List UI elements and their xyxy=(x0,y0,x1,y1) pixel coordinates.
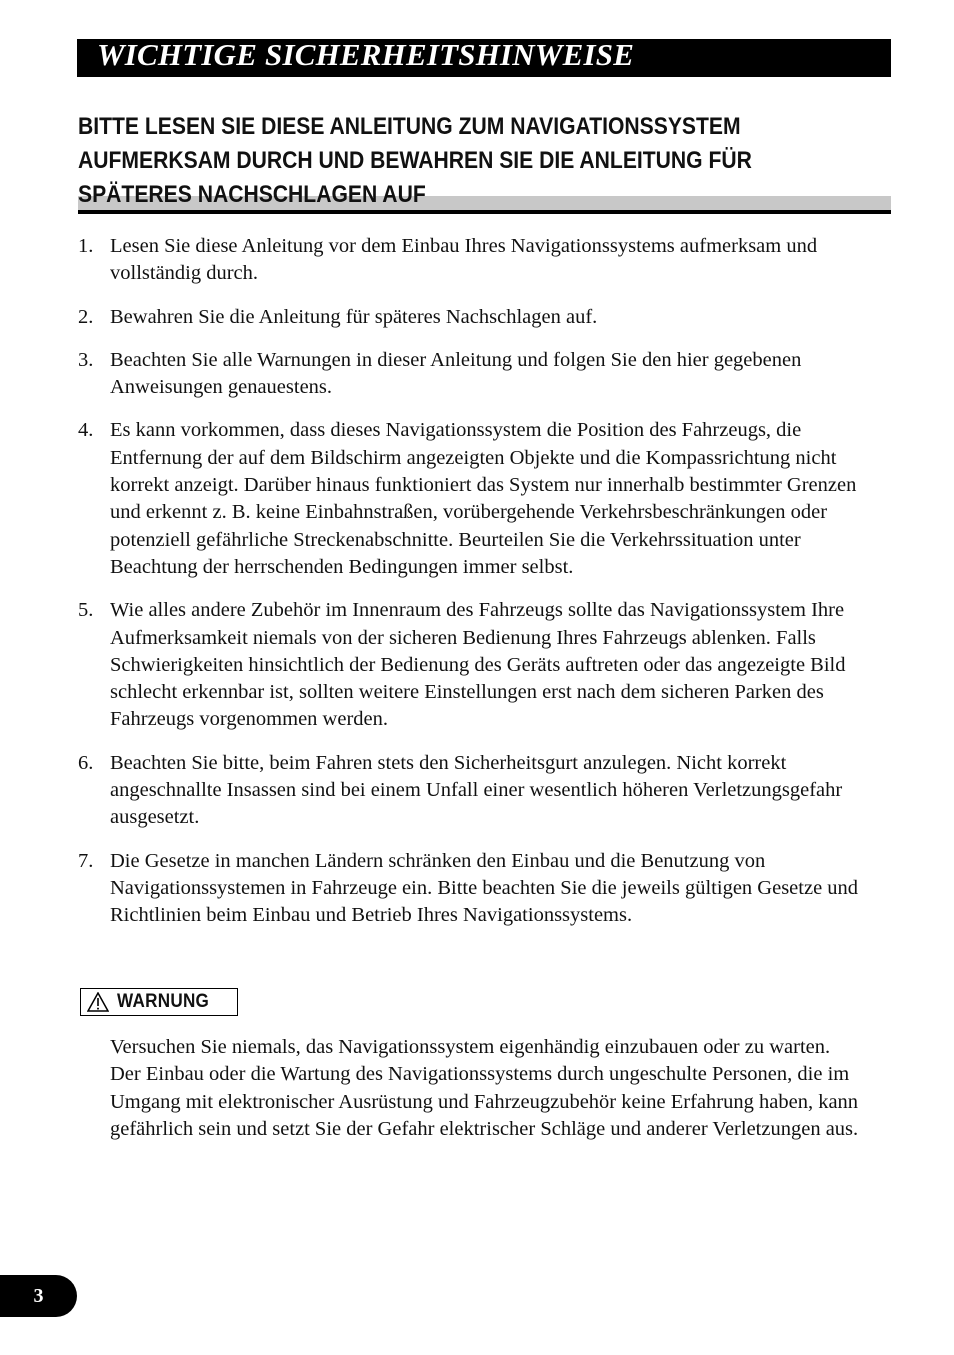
section-title: WICHTIGE SICHERHEITSHINWEISE xyxy=(97,37,635,72)
item-text: Beachten Sie bitte, beim Fahren stets den Sicherheitsgurt anzulegen. Nicht korrekt angeschnallte Insassen sind bei einem Unfall einer wesentlich höheren Verletzungsgefahr ausgesetzt. xyxy=(110,751,843,829)
item-number: 4. xyxy=(78,419,94,442)
page-number: 3 xyxy=(33,1284,44,1307)
warning-text xyxy=(110,1034,885,1143)
list-item xyxy=(78,848,878,930)
item-number: 6. xyxy=(78,751,94,774)
section-title-bar xyxy=(77,39,891,77)
item-number: 3. xyxy=(78,348,94,371)
warning-paragraph-1: Versuchen Sie niemals, das Navigationssystem eigenhändig einzubauen oder zu warten. xyxy=(110,1036,831,1058)
item-text: Bewahren Sie die Anleitung für späteres Nachschlagen auf. xyxy=(110,305,598,328)
subheading xyxy=(78,110,891,212)
list-item xyxy=(78,304,878,331)
item-text: Es kann vorkommen, dass dieses Navigationssystem die Position des Fahrzeugs, die Entfernung der auf dem Bildschirm angezeigten Objekte und die Kompassrichtung nicht korrekt anzeigt. Darüber hinaus funktioniert das System nur innerhalb bestimmter Grenzen und erkennt z. B. keine Einbahnstraßen, vorübergehende Verkehrsbeschränkungen oder potenziell gefährliche Streckenabschnitte. Beurteilen Sie die Verkehrssituation unter Beachtung der herrschenden Bedingungen immer selbst. xyxy=(110,419,857,578)
list-item xyxy=(78,233,878,288)
page-number-tab xyxy=(0,1275,77,1317)
instruction-list xyxy=(78,233,878,946)
warning-paragraph-2: Der Einbau oder die Wartung des Navigationssystems durch ungeschulte Personen, die im Umgang mit elektronischer Ausrüstung und Fahrzeugzubehör keine Erfahrung haben, kann gefährlich sein und setzt Sie der Gefahr elektrischer Schläge und anderer Verletzungen aus. xyxy=(110,1063,859,1140)
item-number: 5. xyxy=(78,599,94,622)
list-item xyxy=(78,750,878,832)
item-number: 7. xyxy=(78,849,94,872)
item-text: Die Gesetze in manchen Ländern schränken den Einbau und die Benutzung von Navigationssystemen in Fahrzeuge ein. Bitte beachten Sie die jeweils gültigen Gesetze und Richtlinien beim Einbau und Betrieb Ihres Navigationssystems. xyxy=(110,849,859,927)
item-number: 1. xyxy=(78,235,94,257)
subheading-line-1: BITTE LESEN SIE DIESE ANLEITUNG ZUM NAVIGATIONSSYSTEM xyxy=(78,113,741,140)
item-number: 2. xyxy=(78,305,94,328)
subheading-line-2: AUFMERKSAM DURCH UND BEWAHREN SIE DIE ANLEITUNG FÜR xyxy=(78,147,752,174)
list-item xyxy=(78,417,878,581)
list-item xyxy=(78,597,878,733)
warning-triangle-icon xyxy=(87,992,109,1012)
item-text: Wie alles andere Zubehör im Innenraum des Fahrzeugs sollte das Navigationssystem Ihre Aufmerksamkeit niemals von der sicheren Bedienung Ihres Fahrzeugs ablenken. Falls Schwierigkeiten hinsichtlich der Bedienung des Geräts auftreten oder das angezeigte Bild schlecht erkennbar ist, sollten weitere Einstellungen erst nach dem sicheren Parken des Fahrzeugs vorgenommen werden. xyxy=(110,599,846,731)
item-text: Lesen Sie diese Anleitung vor dem Einbau Ihres Navigationssystems aufmerksam und vollständig durch. xyxy=(110,235,818,285)
warning-label: WARNUNG xyxy=(117,991,210,1012)
item-text: Beachten Sie alle Warnungen in dieser Anleitung und folgen Sie den hier gegebenen Anweisungen genauestens. xyxy=(110,348,802,399)
warning-label-box xyxy=(80,988,238,1016)
list-item xyxy=(78,347,878,402)
subheading-line-3: SPÄTERES NACHSCHLAGEN AUF xyxy=(78,181,426,208)
